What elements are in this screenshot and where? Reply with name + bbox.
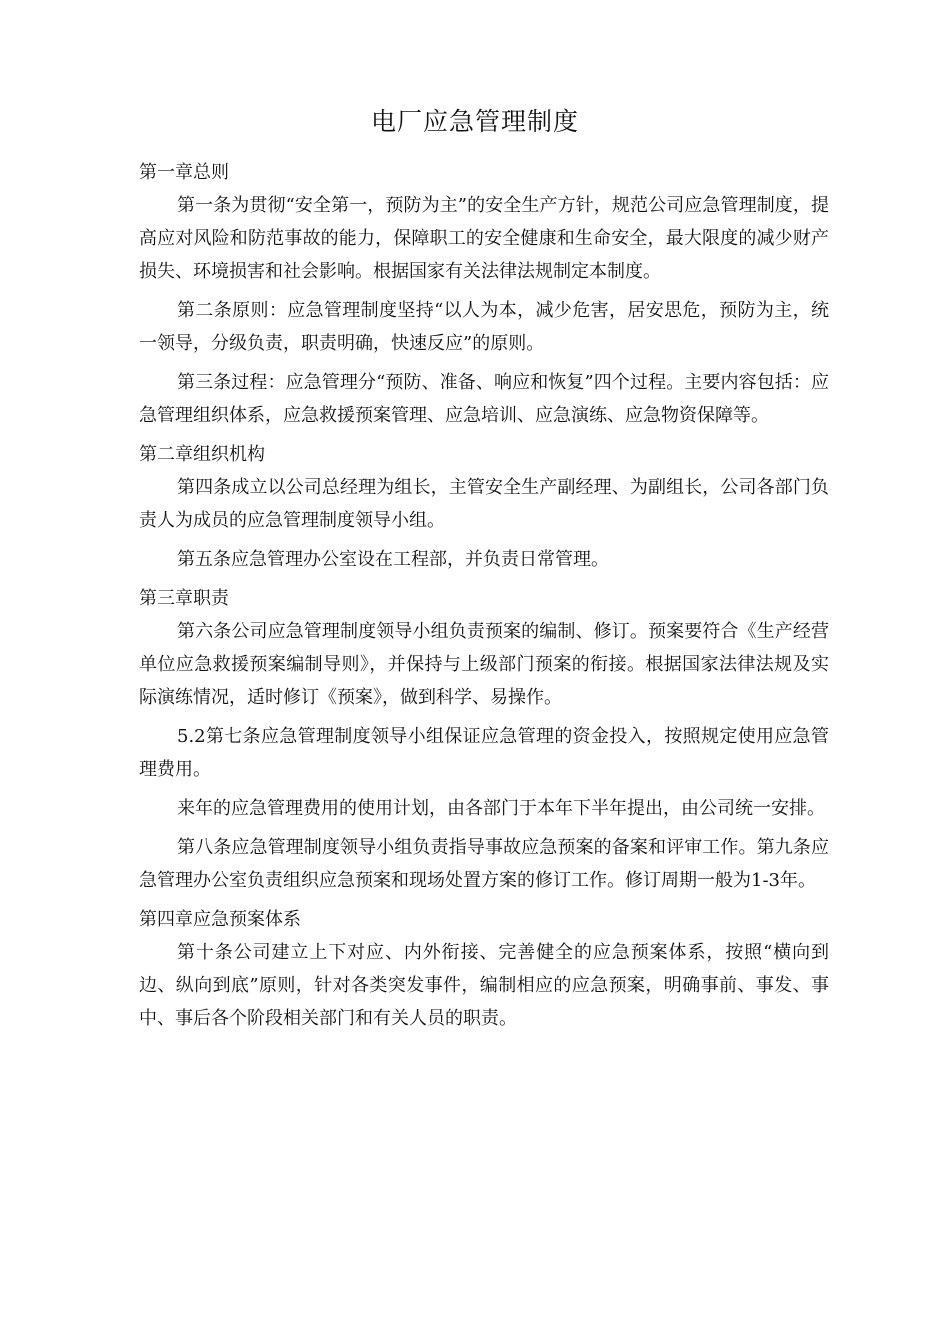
chapter-heading: 第四章应急预案体系 — [139, 909, 301, 930]
document-title: 电厂应急管理制度 — [370, 107, 579, 136]
article-paragraph: 第一条为贯彻“安全第一，预防为主”的安全生产方针，规范公司应急管理制度，提高应对风险和防范事故的能力，保障职工的安全健康和生命安全，最大限度的减少财产损失、环境损害和社会影响。根据国家有关法律法规制定本制度。 — [139, 195, 829, 282]
document-body — [139, 156, 829, 1041]
article-paragraph: 第八条应急管理制度领导小组负责指导事故应急预案的备案和评审工作。第九条应急管理办公室负责组织应急预案和现场处置方案的修订工作。修订周期一般为1-3年。 — [139, 837, 829, 891]
article-paragraph: 5.2第七条应急管理制度领导小组保证应急管理的资金投入，按照规定使用应急管理费用。 — [139, 726, 829, 780]
section-chapter-1 — [139, 156, 829, 432]
article-paragraph: 第五条应急管理办公室设在工程部，并负责日常管理。 — [177, 549, 609, 570]
chapter-heading: 第二章组织机构 — [139, 444, 265, 465]
article-paragraph: 来年的应急管理费用的使用计划，由各部门于本年下半年提出，由公司统一安排。 — [177, 798, 825, 819]
article-paragraph: 第六条公司应急管理制度领导小组负责预案的编制、修订。预案要符合《生产经营单位应急救援预案编制导则》，并保持与上级部门预案的衔接。根据国家法律法规及实际演练情况，适时修订《预案》，做到科学、易操作。 — [139, 621, 829, 708]
section-chapter-4 — [139, 903, 829, 1035]
article-paragraph: 第四条成立以公司总经理为组长，主管安全生产副经理、为副组长，公司各部门负责人为成员的应急管理制度领导小组。 — [139, 477, 829, 531]
article-paragraph: 第十条公司建立上下对应、内外衔接、完善健全的应急预案体系，按照“横向到边、纵向到底”原则，针对各类突发事件，编制相应的应急预案，明确事前、事发、事中、事后各个阶段相关部门和有关人员的职责。 — [139, 942, 829, 1029]
chapter-heading: 第一章总则 — [139, 162, 229, 183]
article-paragraph: 第三条过程：应急管理分“预防、准备、响应和恢复”四个过程。主要内容包括：应急管理组织体系，应急救援预案管理、应急培训、应急演练、应急物资保障等。 — [139, 372, 829, 426]
chapter-heading: 第三章职责 — [139, 588, 229, 609]
article-paragraph: 第二条原则：应急管理制度坚持“以人为本，减少危害，居安思危，预防为主，统一领导，分级负责，职责明确，快速反应”的原则。 — [139, 300, 829, 354]
section-chapter-3 — [139, 582, 829, 897]
section-chapter-2 — [139, 438, 829, 576]
